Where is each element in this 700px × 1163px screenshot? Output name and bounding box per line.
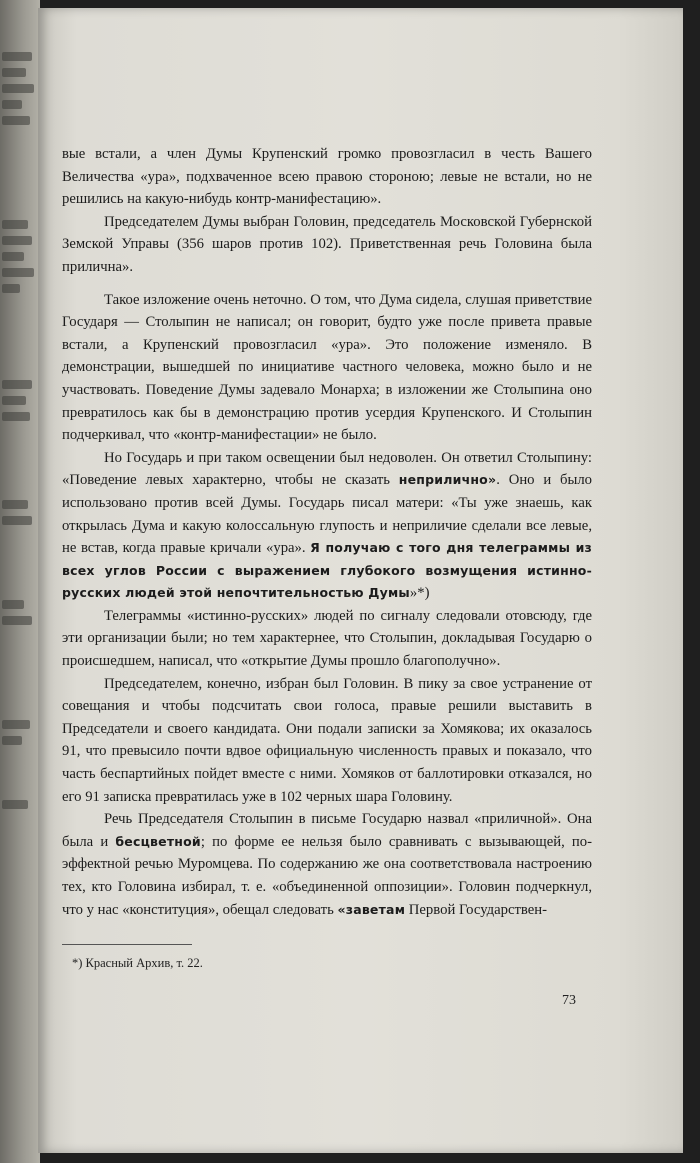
text-run: Первой Государствен- [405,901,548,918]
paragraph [62,447,592,605]
text-run: Такое изложение очень неточно. О том, что Дума сидела, слушая приветствие Государя — Столыпин не написал; он говорит, будто уже после привета правые встали, а Крупенский провозгласил «ура». Это положение изменяло. В демонстрации, вышедшей по инициативе частного человека, можно было и не участвовать. Поведение Думы задевало Монарха; в изложении же Столыпина оно превратилось как бы в демонстрацию против усердия Крупенского. И Столыпин подчеркивал, что «контр-манифестации» не было. [62,291,592,444]
paragraph [62,289,592,447]
paragraph [62,143,592,211]
book-page [38,8,683,1153]
paragraph [62,673,592,809]
paragraph [62,808,592,921]
paragraph [62,211,592,279]
text-run: ; по форме ее нельзя было сравнивать с вызывающей, по-эффектной речью Муромцева. По содержанию же она соответствовала настроению тех, кто Головина избирал, т. е. «объединенной оппозиции». Головин подчеркнул, что у нас «конституция», обещал следовать [62,833,592,918]
adjacent-page-text-fragments [2,40,38,940]
text-run: вые встали, а член Думы Крупенский громко провозгласил в честь Вашего Величества «ура», подхваченное всею правою стороною; левые не встали, но не решились на какую-нибудь контр-манифестацию». [62,146,592,208]
page-number: 73 [562,993,576,1008]
emphasized-text: бесцветной [115,833,201,849]
text-run: Председателем Думы выбран Головин, председатель Московской Губернской Земской Управы (356 шаров против 102). Приветственная речь Головина была прилична». [62,213,592,275]
emphasized-text: неприлично» [398,472,497,488]
emphasized-text: Я получаю с того дня телеграммы из всех углов России с выражением глубокого возмущения истинно-русских людей этой непочтительностью Думы [62,540,592,601]
text-run: Но Государь и при таком освещении был недоволен. Он ответил Столыпину: «Поведение левых характерно, чтобы не сказать [62,449,592,489]
text-run: Телеграммы «истинно-русских» людей по сигналу следовали отовсюду, где эти организации были; но тем характернее, что Столыпин, докладывая Государю о происшедшем, написал, что «открытие Думы прошло благополучно». [62,607,592,670]
text-run: Председателем, конечно, избран был Головин. В пику за свое устранение от совещания и чтобы подсчитать свои голоса, правые решили выставить в Председатели и своего кандидата. Они подали записки за Хомякова; их оказалось 91, что превысило почти вдвое официальную численность правых и показало, что часть беспартийных пойдет вместе с ними. Хомяков от баллотировки отказался, но его 91 записка превратилась уже в 102 черных шара Головину. [62,675,592,805]
paragraph [62,605,592,673]
text-run: Речь Председателя Столыпин в письме Государю назвал «приличной». Она была и [62,811,592,850]
emphasized-text: «заветам [337,901,406,917]
text-run: . Оно и было использовано против всей Думы. Государь писал матери: «Ты уже знаешь, как открылась Дума и какую колоссальную глупость и неприличие сделали все левые, не встав, когда правые кричали «ура». [62,472,592,557]
page-body-text [62,143,592,921]
text-run: »*) [409,585,430,602]
adjacent-page-edge [0,0,40,1163]
footnote: *) Красный Архив, т. 22. [72,956,203,970]
footnote-separator [62,944,192,945]
